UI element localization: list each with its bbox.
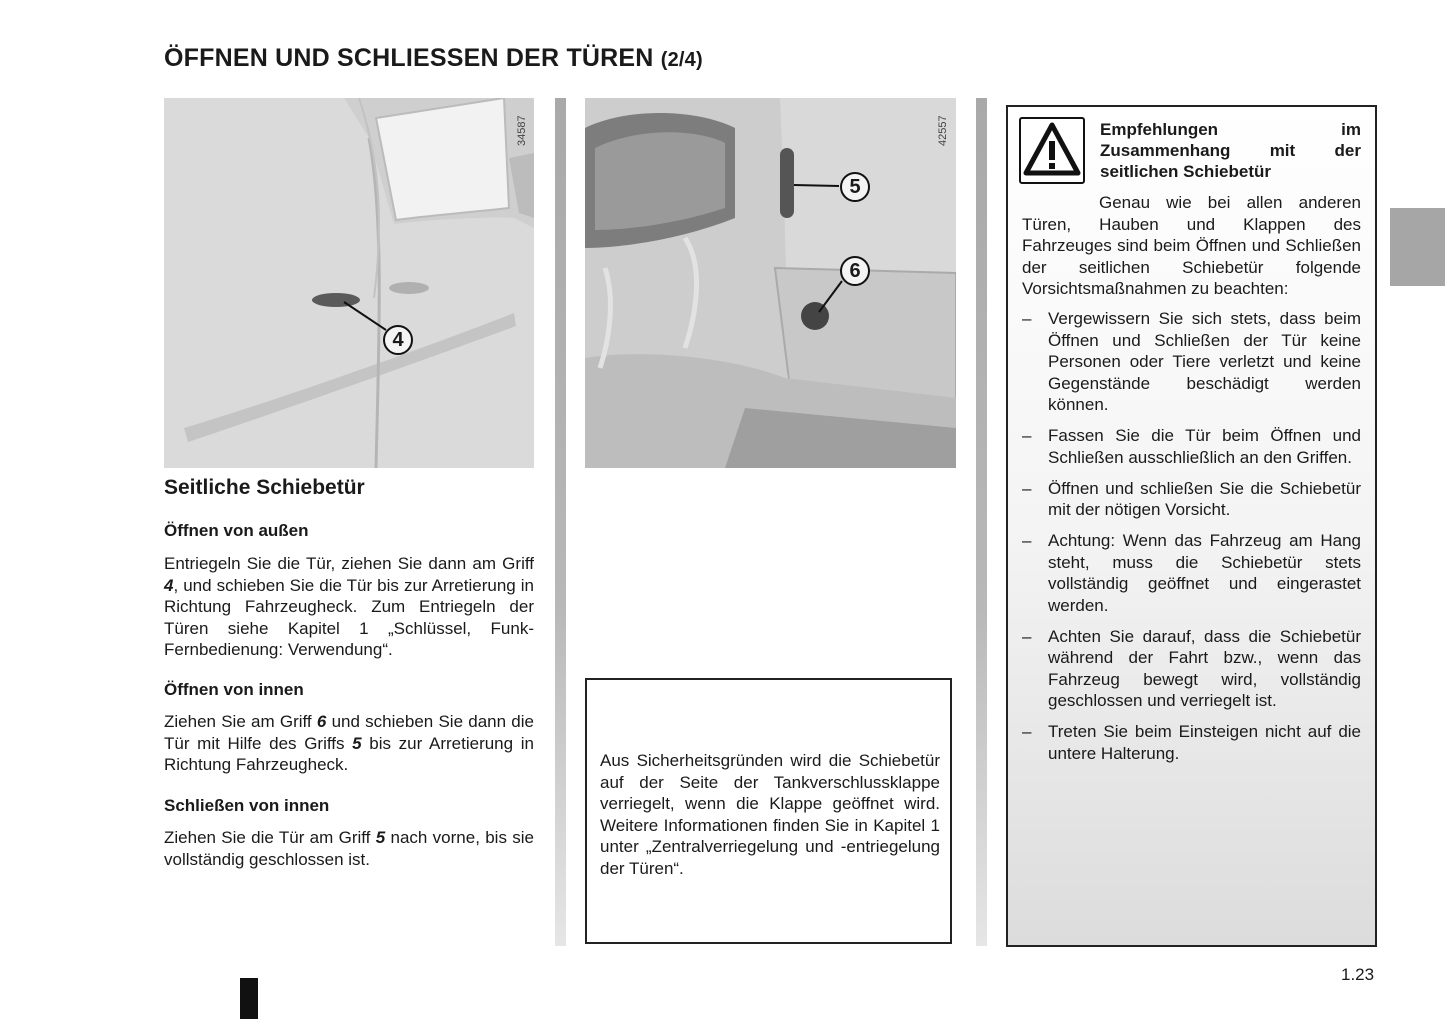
paragraph-close-inside: Ziehen Sie die Tür am Griff 5 nach vorne, bis sie vollständig geschlossen ist. — [164, 828, 535, 869]
paragraph-open-outside: Entriegeln Sie die Tür, ziehen Sie dann am Griff 4, und schieben Sie die Tür bis zur Arretierung in Richtung Fahrzeugheck. Zum Entriegeln der Türen siehe Kapitel 1 „Schlüssel, Funk-Fernbedienung: Verwendung“. — [164, 554, 534, 659]
subheading-open-outside: Öffnen von außen — [164, 521, 309, 540]
page-number: 1.23 — [1341, 965, 1375, 984]
safety-note-text: Aus Sicherheitsgründen wird die Schiebetür auf der Seite der Tankverschlussklappe verriegelt, wenn die Klappe geöffnet wird. Weitere Informationen finden Sie in Kapitel 1 unter „Zentralverriegelung und -entriegelung der Türen“. — [600, 751, 940, 878]
warning-item: – Fassen Sie die Tür beim Öffnen und Schließen ausschließlich an den Griffen. — [1022, 426, 1361, 467]
warning-item: – Achtung: Wenn das Fahrzeug am Hang steht, muss die Schiebetür stets vollständig geöffnet und eingerastet werden. — [1022, 531, 1361, 615]
print-mark — [240, 978, 258, 1019]
warning-item: – Vergewissern Sie sich stets, dass beim Öffnen und Schließen der Tür keine Personen oder Tiere verletzt und keine Gegenstände beschädigt werden können. — [1022, 309, 1361, 414]
warning-item: – Treten Sie beim Einsteigen nicht auf die untere Halterung. — [1022, 722, 1361, 763]
door-exterior-illustration — [164, 98, 534, 468]
warning-title: Empfehlungen im Zusammenhang mit der seitlichen Schiebetür — [1100, 120, 1361, 181]
figure-exterior-door — [164, 98, 534, 468]
figure-number-middle: 42557 — [937, 115, 949, 146]
warning-list — [1022, 308, 1361, 774]
warning-intro: Genau wie bei allen anderen Türen, Hauben und Klappen des Fahrzeuges sind beim Öffnen und Schließen der seitlichen Schiebetür folgende Vorsichtsmaßnahmen zu beachten: — [1022, 193, 1361, 298]
callout-5: 5 — [840, 172, 870, 202]
subheading-open-inside: Öffnen von innen — [164, 680, 304, 699]
callout-4: 4 — [383, 325, 413, 355]
section-heading: Seitliche Schiebetür — [164, 476, 365, 499]
warning-item: – Öffnen und schließen Sie die Schiebetür mit der nötigen Vorsicht. — [1022, 478, 1361, 519]
column-divider-right — [976, 98, 987, 946]
figure-number-left: 34587 — [516, 115, 528, 146]
callout-6: 6 — [840, 256, 870, 286]
door-interior-illustration — [585, 98, 956, 468]
figure-interior-door — [585, 98, 956, 468]
chapter-tab — [1390, 208, 1445, 286]
warning-triangle-icon — [1019, 117, 1085, 184]
column-divider-left — [555, 98, 566, 946]
page-title: ÖFFNEN UND SCHLIESSEN DER TÜREN (2/4) — [164, 44, 703, 72]
paragraph-open-inside: Ziehen Sie am Griff 6 und schieben Sie dann die Tür mit Hilfe des Griffs 5 bis zur Arretierung in Richtung Fahrzeugheck. — [164, 712, 534, 774]
subheading-close-inside: Schließen von innen — [164, 796, 330, 815]
warning-item: – Achten Sie darauf, dass die Schiebetür während der Fahrt bzw., wenn das Fahrzeug bewegt wird, vollständig geschlossen und verriegelt ist. — [1022, 626, 1361, 710]
